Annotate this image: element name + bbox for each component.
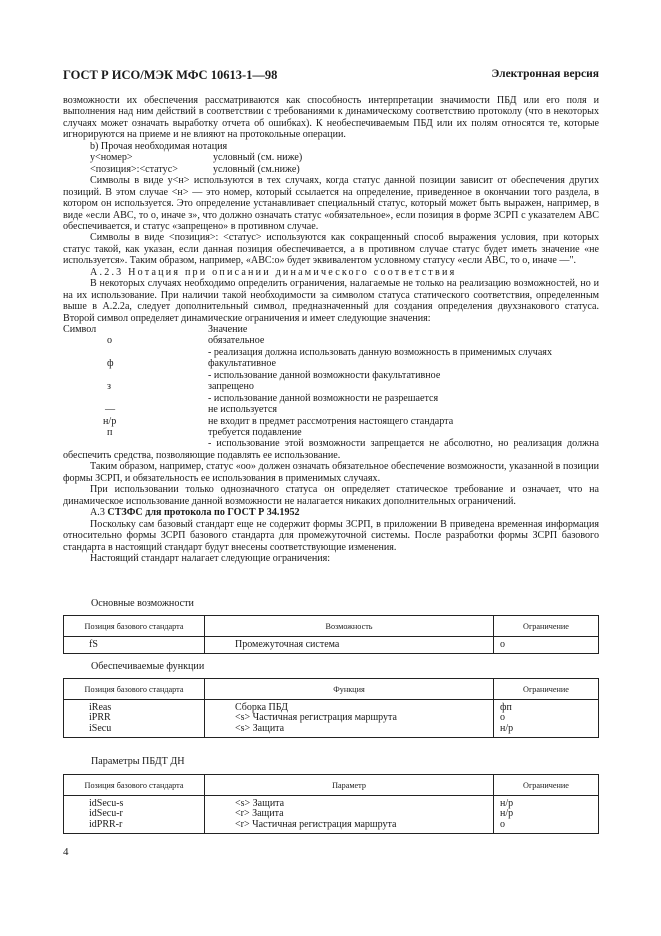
table2-caption: Обеспечиваемые функции xyxy=(91,661,205,672)
parameter-name: <s> Защита xyxy=(235,798,285,809)
header-cell: Позиция базового стандарта xyxy=(64,679,205,700)
symbol-code: о xyxy=(107,335,113,347)
page-number: 4 xyxy=(63,846,69,858)
header-cell: Ограничение xyxy=(494,616,599,637)
section-a23-heading: А.2.3 Нотация при описании динамического соответствия xyxy=(90,266,457,278)
table-cell xyxy=(494,700,599,738)
parameter-name: <r> Защита xyxy=(235,808,284,820)
table-row xyxy=(64,637,599,654)
table-cell xyxy=(494,796,599,834)
header-cell: Позиция базового стандарта xyxy=(64,616,205,637)
paragraph-2: Символы в виде у<н> используются в тех случаях, когда статус данной позиции зависит от обеспечения других позиций. В этом случае <н> — это номер, который ссылается на определение, приведенное в окончании того раздела, в котором он используется. Это определение устанавливает специальный статус, который может быть выражен, например, в виде «если АВС, то о, иначе з», что должно означать статус «обязательное», если позиция в форме ЗСРП с указателем АВС обеспечивается, и статус «запрещено» в противном случае. xyxy=(63,175,599,232)
header-cell: Возможность xyxy=(205,616,494,637)
symbol-description: - использование данной возможности не разрешается xyxy=(208,392,439,404)
paragraph-8: Настоящий стандарт налагает следующие ограничения: xyxy=(90,552,331,564)
function-name: Сборка ПБД xyxy=(235,702,288,713)
function-name: <s> Защита xyxy=(235,722,285,734)
notation-row-2 xyxy=(63,164,599,175)
section-a3-title: СТЗФС для протокола по ГОСТ Р 34.1952 xyxy=(107,507,300,519)
symbol-code: з xyxy=(107,381,111,393)
basic-capabilities-table xyxy=(63,615,599,654)
table-header-row xyxy=(64,679,599,700)
table-cell: о xyxy=(494,637,599,654)
notation-heading: b) Прочая необходимая нотация xyxy=(90,140,228,152)
symbol-row-f xyxy=(63,358,599,369)
symbol-row-nr xyxy=(63,416,599,427)
parameter-name: <r> Частичная регистрация маршрута xyxy=(235,818,397,830)
restriction-value: о xyxy=(500,818,505,830)
notation-meaning: условный (см. ниже) xyxy=(213,152,303,164)
restriction-value: н/р xyxy=(500,722,514,734)
paragraph-5: Таким образом, например, статус «оо» должен означать обязательное обеспечение возможности, указанной в позиции формы ЗСРП, и обязательность ее использования в применимых случаях. xyxy=(63,461,599,484)
header-cell: Параметр xyxy=(205,775,494,796)
meaning-column-heading: Значение xyxy=(208,324,248,336)
symbol-row-dash xyxy=(63,404,599,415)
symbol-row-p xyxy=(63,427,599,438)
document-body xyxy=(63,95,599,564)
position-code: iSecu xyxy=(89,722,112,734)
table-header-row xyxy=(64,775,599,796)
table-cell xyxy=(205,700,494,738)
position-code: idSecu-s xyxy=(89,798,124,809)
notation-symbol: у<номер> xyxy=(90,152,133,164)
symbol-code: — xyxy=(105,404,116,416)
paragraph-3: Символы в виде <позиция>: <статус> используются как сокращенный способ выражения условия, при которых статус такой, как указан, если данная позиция обеспечивается, а в противном случае статус будет иметь значение «не используется». Таким образом, например, «АВС:о» будет эквивалентом условному статусу «если АВС, то о, иначе —". xyxy=(63,232,599,267)
table-cell xyxy=(64,700,205,738)
table-cell: Промежуточная система xyxy=(205,637,494,654)
electronic-version-label: Электронная версия xyxy=(491,68,599,80)
header-cell: Ограничение xyxy=(494,775,599,796)
header-cell: Ограничение xyxy=(494,679,599,700)
position-code: idPRR-r xyxy=(89,818,123,830)
symbol-title: не используется xyxy=(208,404,278,416)
symbol-header-row xyxy=(63,324,599,335)
position-code: iPRR xyxy=(89,712,111,724)
restriction-value: н/р xyxy=(500,798,514,809)
symbol-column-heading: Символ xyxy=(63,324,97,336)
notation-meaning: условный (см.ниже) xyxy=(213,163,300,175)
paragraph-6: При использовании только однозначного статуса он определяет статическое требование и означает, что на динамическое использование данной возможности не налагается никаких дополнительных ограничений. xyxy=(63,484,599,507)
section-a3-heading xyxy=(63,507,599,518)
table-cell xyxy=(64,796,205,834)
position-code: iReas xyxy=(89,702,112,713)
notation-row-1 xyxy=(63,152,599,163)
symbol-title: факультативное xyxy=(208,358,277,370)
symbol-row-o xyxy=(63,335,599,346)
symbol-description: - реализация должна использовать данную возможность в применимых случаях xyxy=(208,346,553,358)
table-header-row xyxy=(64,616,599,637)
table-row xyxy=(64,796,599,834)
restriction-value: о xyxy=(500,712,505,724)
pdu-parameters-table xyxy=(63,774,599,834)
paragraph-4: В некоторых случаях необходимо определить ограничения, налагаемые не только на реализацию возможностей, но и на их использование. При наличии такой необходимости за символом статуса статического соответствия, определенным выше в А.2.2а, следует дополнительный символ, предназначенный для создания определения двухзнакового статуса. Второй символ определяет динамические ограничения и имеет следующие значения: xyxy=(63,278,599,324)
notation-symbol: <позиция>:<статус> xyxy=(90,163,178,175)
symbol-title: требуется подавление xyxy=(208,427,302,439)
restriction-value: фп xyxy=(500,702,512,713)
symbol-row-z xyxy=(63,381,599,392)
paragraph-1: возможности их обеспечения рассматриваются как способность интерпретации значимости ПБД или его поля и выполнения над ним действий в соответствии с требованиями к динамическому соответствию протоколу (что в некоторых случаях может означать выработку отчета об ошибках). К необеспечиваемым ПБД или их полям относятся те, которые игнорируются на приеме и не влияют на протокольные операции. xyxy=(63,95,599,141)
header-cell: Позиция базового стандарта xyxy=(64,775,205,796)
symbol-title: обязательное xyxy=(208,335,265,347)
position-code: idSecu-r xyxy=(89,808,123,820)
symbol-title: запрещено xyxy=(208,381,254,393)
header-cell: Функция xyxy=(205,679,494,700)
symbol-description: - использование данной возможности факультативное xyxy=(208,369,441,381)
symbol-code: н/р xyxy=(103,415,117,427)
function-name: <s> Частичная регистрация маршрута xyxy=(235,712,397,724)
symbol-code: п xyxy=(107,427,113,439)
symbol-code: ф xyxy=(107,358,114,370)
symbol-description: - использование этой возможности запрещается не абсолютно, но реализация должна обеспечить средства, позволяющие подавлять ее использование. xyxy=(63,438,599,461)
table-cell xyxy=(205,796,494,834)
restriction-value: н/р xyxy=(500,808,514,820)
section-a3-number: А.3 xyxy=(90,507,105,519)
supported-functions-table xyxy=(63,678,599,738)
table-row xyxy=(64,700,599,738)
standard-designation: ГОСТ Р ИСО/МЭК МФС 10613-1—98 xyxy=(63,68,278,82)
symbol-title: не входит в предмет рассмотрения настоящего стандарта xyxy=(208,415,454,427)
table3-caption: Параметры ПБДТ ДН xyxy=(91,756,185,767)
table1-caption: Основные возможности xyxy=(91,598,194,609)
paragraph-7: Поскольку сам базовый стандарт еще не содержит формы ЗСРП, в приложении В приведена временная информация относительно формы ЗСРП базового стандарта для промежуточной системы. После разработки формы ЗСРП базового стандарта в настоящий стандарт будут внесены соответствующие изменения. xyxy=(63,518,599,553)
table-cell: fS xyxy=(64,637,205,654)
